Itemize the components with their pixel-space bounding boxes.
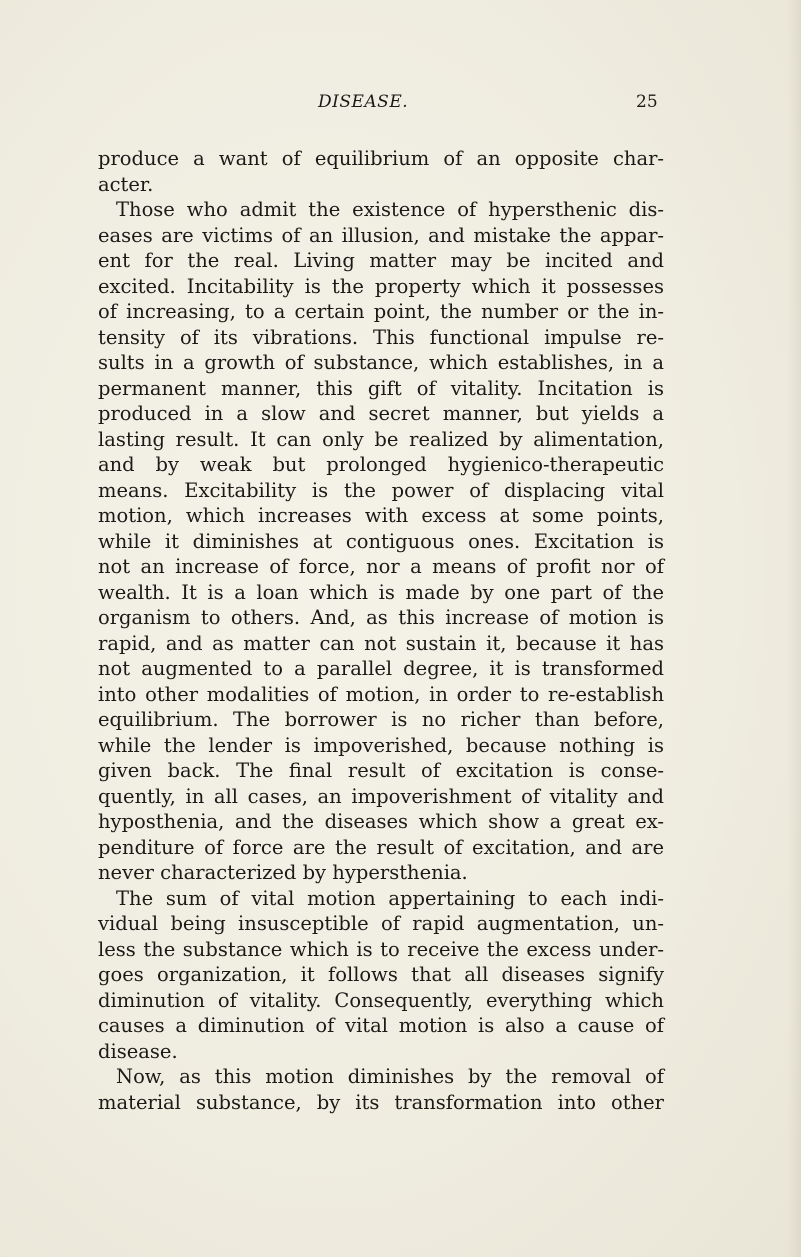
- text-line: diminution of vitality. Consequently, everything which: [98, 988, 664, 1012]
- text-line: less the substance which is to receive the excess under-: [98, 937, 664, 961]
- text-line: and by weak but prolonged hygienico-therapeutic: [98, 453, 664, 476]
- text-line: not an increase of force, nor a means of profit nor of: [98, 555, 664, 578]
- text-line: ent for the real. Living matter may be incited and: [98, 249, 664, 272]
- text-line: never characterized by hypersthenia.: [98, 861, 468, 884]
- text-line: eases are victims of an illusion, and mistake the appar-: [98, 223, 664, 247]
- text-line: given back. The final result of excitation is conse-: [98, 759, 664, 782]
- text-line: while the lender is impoverished, because nothing is: [98, 733, 664, 757]
- text-line: hyposthenia, and the diseases which show a great ex-: [98, 810, 664, 833]
- running-head: DISEASE.: [318, 92, 409, 112]
- text-line: sults in a growth of substance, which establishes, in a: [98, 351, 664, 374]
- text-line: equilibrium. The borrower is no richer than before,: [98, 708, 664, 731]
- text-line: into other modalities of motion, in order to re-establish: [98, 682, 664, 706]
- text-line: while it diminishes at contiguous ones. Excitation is: [98, 529, 664, 553]
- text-line: wealth. It is a loan which is made by one part of the: [98, 580, 664, 604]
- text-line: Now, as this motion diminishes by the removal of: [116, 1065, 664, 1088]
- text-line: material substance, by its transformation into other: [98, 1090, 664, 1114]
- text-line: goes organization, it follows that all diseases signify: [98, 963, 664, 986]
- text-line: penditure of force are the result of excitation, and are: [98, 835, 664, 859]
- text-line: means. Excitability is the power of displacing vital: [98, 478, 664, 502]
- text-line: permanent manner, this gift of vitality. Incitation is: [98, 376, 664, 400]
- page-edge-shadow: [787, 0, 801, 1257]
- text-line: produce a want of equilibrium of an opposite char-: [98, 147, 664, 170]
- text-line: causes a diminution of vital motion is also a cause of: [98, 1014, 664, 1037]
- text-line: Those who admit the existence of hypersthenic dis-: [116, 198, 664, 221]
- text-line: The sum of vital motion appertaining to each indi-: [116, 886, 664, 910]
- text-line: organism to others. And, as this increase of motion is: [98, 606, 664, 629]
- text-line: tensity of its vibrations. This functional impulse re-: [98, 325, 664, 349]
- text-line: motion, which increases with excess at some points,: [98, 504, 664, 527]
- text-line: rapid, and as matter can not sustain it, because it has: [98, 631, 664, 655]
- text-line: excited. Incitability is the property which it possesses: [98, 274, 664, 298]
- body-text: [98, 146, 664, 1115]
- page-header: [0, 86, 801, 116]
- text-line: lasting result. It can only be realized by alimentation,: [98, 427, 664, 451]
- text-line: not augmented to a parallel degree, it is transformed: [98, 657, 664, 680]
- text-line: acter.: [98, 172, 154, 196]
- page-number: 25: [636, 92, 658, 112]
- text-line: quently, in all cases, an impoverishment of vitality and: [98, 784, 664, 808]
- text-line: disease.: [98, 1039, 178, 1063]
- text-line: of increasing, to a certain point, the number or the in-: [98, 300, 664, 323]
- text-line: vidual being insusceptible of rapid augmentation, un-: [98, 912, 664, 935]
- text-line: produced in a slow and secret manner, but yields a: [98, 402, 664, 425]
